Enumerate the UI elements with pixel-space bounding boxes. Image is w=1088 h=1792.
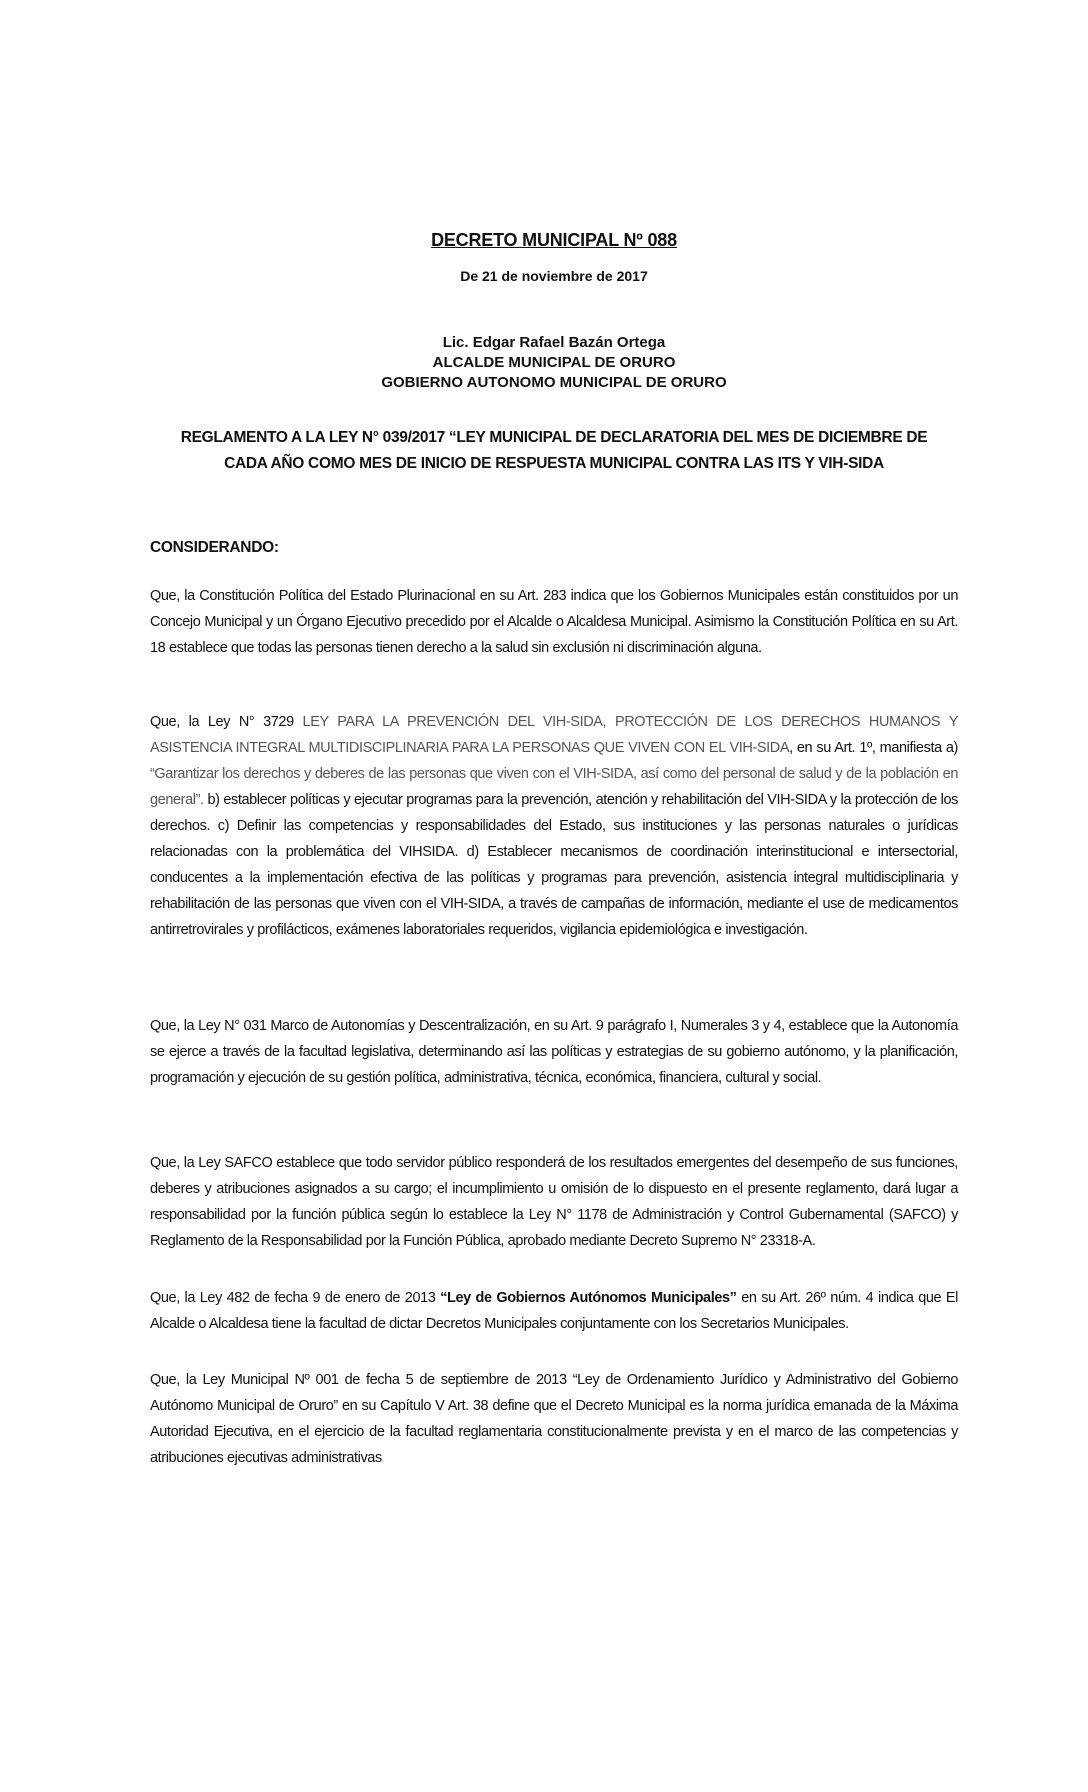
authority-block [150, 333, 958, 393]
signatory-position: ALCALDE MUNICIPAL DE ORURO [432, 354, 676, 371]
paragraph-law-482 [150, 1285, 958, 1337]
law-3729-provisions: b) establecer políticas y ejecutar programas para la prevención, atención y rehabilitación del VIH-SIDA y la protección de los derechos. c) Definir las competencias y responsabilidades del Estado, sus instituciones y las personas naturales o jurídicas relacionadas con la problemática del VIHSIDA. d) Establecer mecanismos de coordinación interinstitucional e intersectorial, conducentes a la implementación efectiva de las políticas y programas para prevención, asistencia integral multidisciplinaria y rehabilitación de las personas que viven con el VIH-SIDA, a través de campañas de información, mediante el use de medicamentos antirretrovirales y profilácticos, exámenes laboratoriales requeridos, vigilancia epidemiológica e investigación. [150, 792, 958, 938]
paragraph-constitution: Que, la Constitución Política del Estado Plurinacional en su Art. 283 indica que los Gobiernos Municipales están constituidos por un Concejo Municipal y un Órgano Ejecutivo precedido por el Alcalde o Alcaldesa Municipal. Asimismo la Constitución Política en su Art. 18 establece que todas las personas tienen derecho a la salud sin exclusión ni discriminación alguna. [150, 588, 958, 656]
institution-name: GOBIERNO AUTONOMO MUNICIPAL DE ORURO [381, 374, 727, 391]
paragraph-law-3729 [150, 709, 958, 943]
paragraph-municipal-law-001: Que, la Ley Municipal Nº 001 de fecha 5 de septiembre de 2013 “Ley de Ordenamiento Jurídico y Administrativo del Gobierno Autónomo Municipal de Oruro” en su Capítulo V Art. 38 define que el Decreto Municipal es la norma jurídica emanada de la Máxima Autoridad Ejecutiva, en el ejercicio de la facultad reglamentaria constitucionalmente prevista y en el marco de las competencias y atribuciones ejecutivas administrativas [150, 1372, 958, 1466]
law-482-name: “Ley de Gobiernos Autónomos Municipales” [440, 1290, 737, 1306]
regulation-title-line-2: CADA AÑO COMO MES DE INICIO DE RESPUESTA MUNICIPAL CONTRA LAS ITS Y VIH-SIDA [224, 455, 884, 472]
considerando-heading: CONSIDERANDO: [150, 539, 279, 556]
law-482-provisions: en su Art. 26º núm. 4 indica que El Alcalde o Alcaldesa tiene la facultad de dictar Decretos Municipales conjuntamente con los Secretarios Municipales. [150, 1290, 958, 1332]
decree-title: DECRETO MUNICIPAL Nº 088 [431, 230, 677, 250]
signatory-name: Lic. Edgar Rafael Bazán Ortega [442, 334, 666, 351]
law-3729-quote: “Garantizar los derechos y deberes de las personas que viven con el VIH-SIDA, así como del personal de salud y de la población en general”. [150, 766, 958, 808]
paragraph-law-031: Que, la Ley N° 031 Marco de Autonomías y Descentralización, en su Art. 9 parágrafo I, Numerales 3 y 4, establece que la Autonomía se ejerce a través de la facultad legislativa, determinando así las políticas y estrategias de su gobierno autónomo, y la planificación, programación y ejecución de su gestión política, administrativa, técnica, económica, financiera, cultural y social. [150, 1018, 958, 1086]
regulation-title [150, 425, 958, 477]
regulation-title-line-1: REGLAMENTO A LA LEY N° 039/2017 “LEY MUNICIPAL DE DECLARATORIA DEL MES DE DICIEMBRE DE [180, 429, 928, 446]
law-3729-name: LEY PARA LA PREVENCIÓN DEL VIH-SIDA, PROTECCIÓN DE LOS DERECHOS HUMANOS Y ASISTENCIA INTEGRAL MULTIDISCIPLINARIA PARA LA PERSONAS QUE VIVEN CON EL VIH-SIDA [150, 714, 958, 756]
law-3729-intro: Que, la Ley N° 3729 [150, 714, 303, 730]
law-3729-article: , en su Art. 1º, manifiesta a) [789, 740, 958, 756]
law-482-intro: Que, la Ley 482 de fecha 9 de enero de 2013 [150, 1290, 441, 1306]
decree-date: De 21 de noviembre de 2017 [460, 268, 648, 284]
paragraph-law-safco: Que, la Ley SAFCO establece que todo servidor público responderá de los resultados emergentes del desempeño de sus funciones, deberes y atribuciones asignados a su cargo; el incumplimiento u omisión de lo dispuesto en el presente reglamento, dará lugar a responsabilidad por la función pública según lo establece la Ley N° 1178 de Administración y Control Gubernamental (SAFCO) y Reglamento de la Responsabilidad por la Función Pública, aprobado mediante Decreto Supremo N° 23318-A. [150, 1155, 958, 1249]
